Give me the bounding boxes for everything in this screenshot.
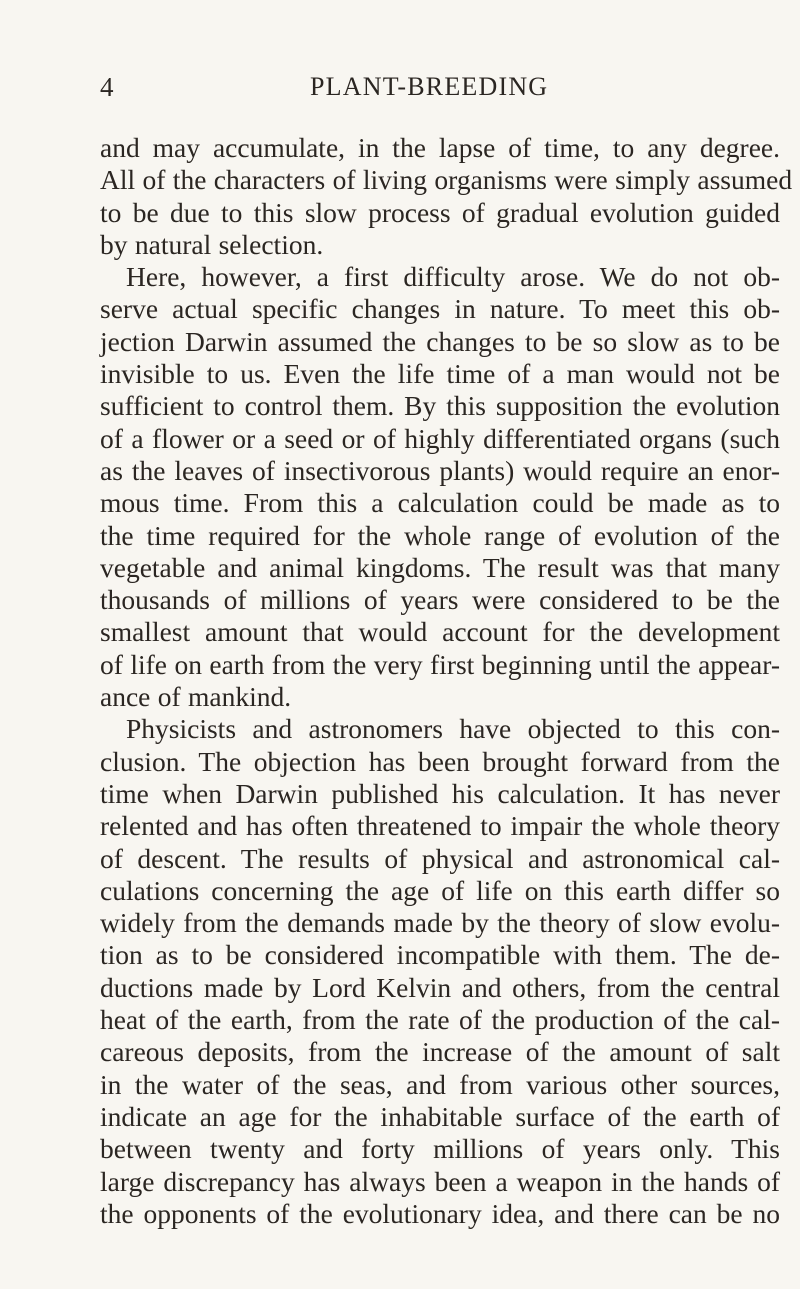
- text-line: All of the characters of living organisms were simply assumed: [100, 164, 793, 196]
- text-line: invisible to us. Even the life time of a man would not be: [100, 358, 780, 390]
- text-line: of life on earth from the very first beginning until the appear-: [100, 648, 780, 680]
- text-line: indicate an age for the inhabitable surface of the earth of: [100, 1100, 780, 1132]
- text-line: widely from the demands made by the theory of slow evolu-: [100, 907, 780, 939]
- text-line: smallest amount that would account for the development: [100, 616, 780, 648]
- running-title: PLANT-BREEDING: [310, 72, 549, 101]
- text-line: clusion. The objection has been brought forward from the: [100, 745, 780, 777]
- text-line: time when Darwin published his calculation. It has never: [100, 777, 780, 809]
- text-line: as the leaves of insectivorous plants) would require an enor-: [100, 454, 780, 486]
- text-line: of descent. The results of physical and astronomical cal-: [100, 842, 780, 874]
- text-line: large discrepancy has always been a weapon in the hands of: [100, 1165, 780, 1197]
- text-line: heat of the earth, from the rate of the production of the cal-: [100, 1004, 780, 1036]
- text-line: ductions made by Lord Kelvin and others, from the central: [100, 971, 780, 1003]
- body-text: [100, 132, 793, 1230]
- text-line: the time required for the whole range of evolution of the: [100, 519, 780, 551]
- page-number: 4: [100, 72, 115, 102]
- text-line: to be due to this slow process of gradual evolution guided: [100, 196, 780, 228]
- running-head: [100, 72, 740, 112]
- text-line: culations concerning the age of life on this earth differ so: [100, 874, 780, 906]
- text-line: sufficient to control them. By this supposition the evolution: [100, 390, 780, 422]
- text-line: relented and has often threatened to impair the whole theory: [100, 810, 780, 842]
- text-line: by natural selection.: [100, 228, 324, 260]
- text-line: the opponents of the evolutionary idea, and there can be no: [100, 1197, 780, 1229]
- text-line: and may accumulate, in the lapse of time, to any degree.: [100, 132, 780, 163]
- text-line: careous deposits, from the increase of the amount of salt: [100, 1036, 780, 1068]
- text-line: thousands of millions of years were considered to be the: [100, 584, 780, 616]
- text-line: vegetable and animal kingdoms. The result was that many: [100, 551, 780, 583]
- text-line: ance of mankind.: [100, 681, 292, 713]
- text-line: Here, however, a first difficulty arose. We do not ob-: [126, 261, 780, 293]
- text-line: Physicists and astronomers have objected to this con-: [126, 713, 780, 745]
- text-line: jection Darwin assumed the changes to be so slow as to be: [100, 325, 780, 357]
- text-line: of a flower or a seed or of highly differentiated organs (such: [100, 422, 780, 454]
- text-line: mous time. From this a calculation could be made as to: [100, 487, 780, 519]
- text-line: tion as to be considered incompatible with them. The de-: [100, 939, 780, 971]
- text-line: in the water of the seas, and from various other sources,: [100, 1068, 780, 1100]
- text-line: between twenty and forty millions of years only. This: [100, 1133, 780, 1165]
- text-line: serve actual specific changes in nature. To meet this ob-: [100, 293, 780, 325]
